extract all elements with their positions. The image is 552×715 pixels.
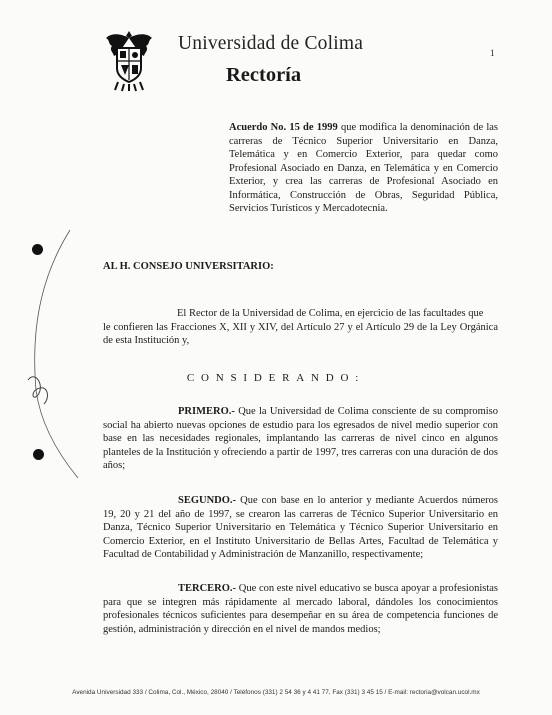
agreement-summary xyxy=(229,121,498,216)
tercero-text: Que con este nivel educativo se busca apoyar a profesionistas para que se integren más rápidamente al mercado laboral, dándoles los conocimientos profesionales técnicos suficientes para desempeñar en su área de competencia funciones de gestión, administración y dirección en el nivel de mandos medios; xyxy=(103,583,499,635)
segundo-text: Que con base en lo anterior y mediante Acuerdos números 19, 20 y 21 del año de 1997, se crearon las carreras de Técnico Superior Universitario en Danza, Técnico Superior Universitario en Telemática y Técnico Superior Universitario en Comercio Exterior, en el Instituto Universitario de Bellas Artes, Facultad de Telemática y Facultad de Contabilidad y Administración de Manzanillo, respectivamente; xyxy=(103,495,499,561)
page-number: 1 xyxy=(490,48,495,58)
intro-first-line: El Rector de la Universidad de Colima, en ejercicio de las facultades que xyxy=(177,308,484,319)
office-title: Rectoría xyxy=(226,64,302,86)
primero-heading: PRIMERO.- xyxy=(178,406,235,417)
university-crest-icon xyxy=(104,28,154,92)
agreement-number: Acuerdo No. 15 de 1999 xyxy=(229,122,338,133)
intro-paragraph xyxy=(103,307,498,348)
segundo-heading: SEGUNDO.- xyxy=(178,495,237,506)
tercero-heading: TERCERO.- xyxy=(178,583,237,594)
paragraph-tercero xyxy=(103,582,498,636)
primero-text: Que la Universidad de Colima consciente de su compromiso social ha abierto nuevas opciones de estudio para los egresados de nivel medio superior con base en las necesidades regionales, implantando las carreras de nivel cinco en algunos planteles de la Institución y ofreciendo a partir de 1997, tres carreras con una duración de dos años; xyxy=(103,406,499,472)
footer-address: Avenida Universidad 333 / Colima, Col., México, 28040 / Teléfonos (331) 2 54 36 y 4 41 77, Fax (331) 3 45 15 / E-mail: rectoria@volcan.ucol.mx xyxy=(72,689,480,696)
university-name: Universidad de Colima xyxy=(178,33,364,54)
paragraph-segundo xyxy=(103,494,498,562)
agreement-text: que modifica la denominación de las carreras de Técnico Superior Universitario en Danza, Telemática y en Comercio Exterior, para quedar como Profesional Asociado en Danza, en Telemática y en Comercio Exterior, y crea las carreras de Profesional Asociado en Informática, Construcción de Obras, Seguridad Pública, Servicios Turísticos y Mercadotecnia. xyxy=(229,122,499,214)
paragraph-primero xyxy=(103,405,498,473)
intro-rest: le confieren las Fracciones X, XII y XIV, del Artículo 27 y el Artículo 29 de la Ley Orgánica de esta Institución y, xyxy=(103,321,498,346)
considerando-heading: CONSIDERANDO: xyxy=(186,372,366,384)
margin-signature xyxy=(0,220,90,480)
salutation: AL H. CONSEJO UNIVERSITARIO: xyxy=(103,261,274,272)
